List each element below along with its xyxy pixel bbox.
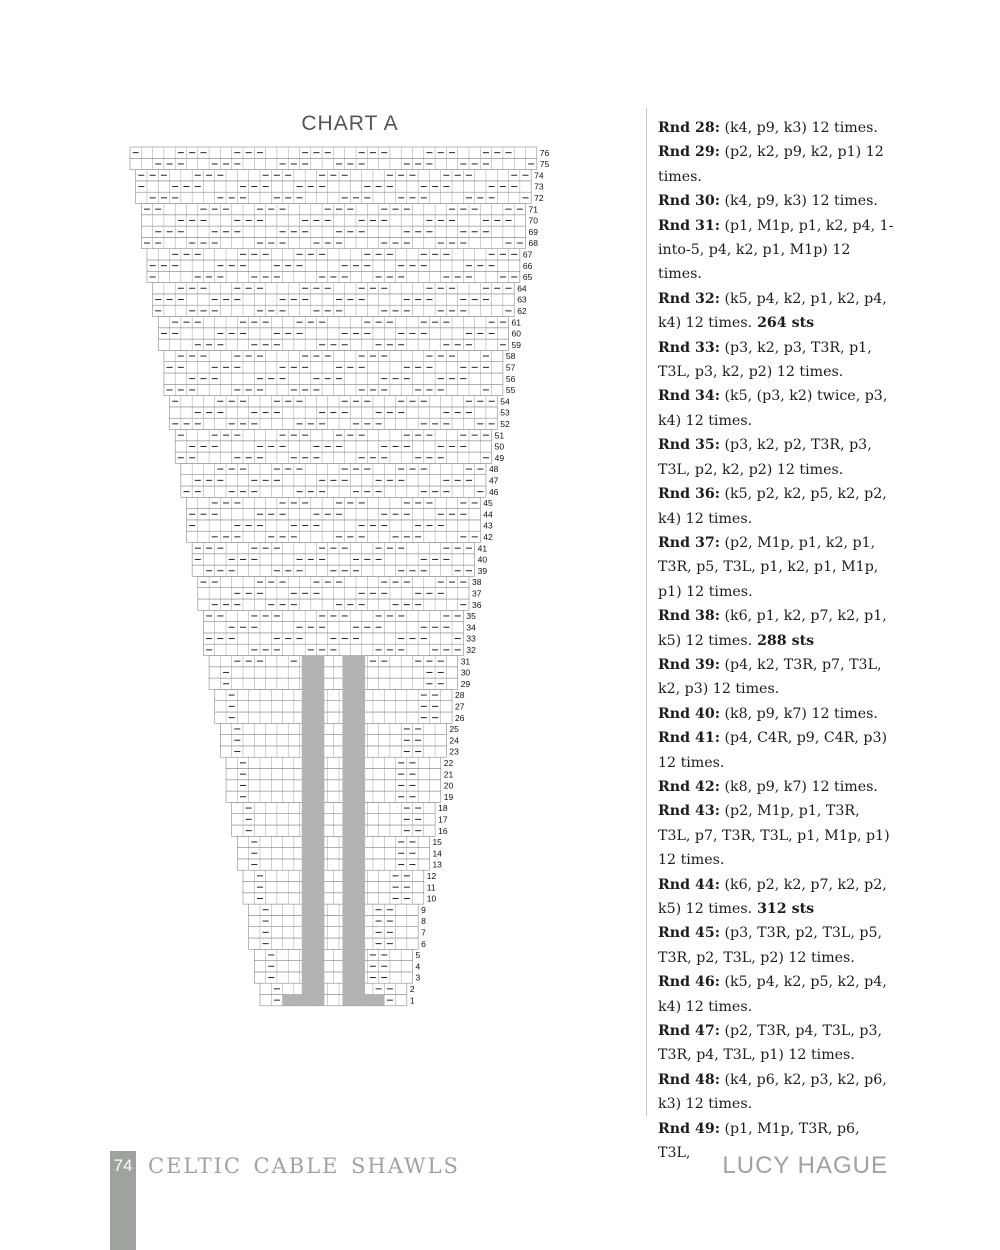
round-instruction bbox=[658, 531, 894, 604]
round-number: 6 bbox=[421, 938, 426, 949]
round-instruction bbox=[658, 970, 894, 1019]
round-number: 62 bbox=[517, 306, 527, 316]
round-number: 26 bbox=[455, 712, 465, 723]
round-text: (k4, p9, k3) 12 times. bbox=[719, 193, 878, 210]
round-label: Rnd 44: bbox=[658, 876, 720, 893]
round-label: Rnd 45: bbox=[658, 925, 720, 942]
page-number: 74 bbox=[113, 1156, 133, 1175]
round-number: 16 bbox=[438, 825, 448, 836]
chart-row bbox=[158, 317, 508, 328]
round-number: 52 bbox=[500, 419, 510, 429]
chart-row bbox=[215, 689, 452, 700]
round-number: 27 bbox=[455, 701, 465, 712]
round-label: Rnd 47: bbox=[658, 1023, 720, 1040]
round-label: Rnd 38: bbox=[658, 608, 720, 625]
round-instruction bbox=[658, 799, 894, 872]
round-instruction bbox=[658, 873, 894, 922]
chart-row bbox=[147, 260, 520, 271]
round-number: 61 bbox=[511, 317, 522, 328]
round-text: (p1, M1p, T3R, p6, T3L, bbox=[658, 1120, 860, 1162]
author-name: LUCY HAGUE bbox=[722, 1152, 888, 1179]
chart-row bbox=[226, 769, 441, 780]
round-number: 59 bbox=[511, 339, 522, 350]
round-instruction bbox=[658, 921, 894, 970]
round-number: 34 bbox=[466, 622, 476, 633]
round-label: Rnd 35: bbox=[658, 437, 720, 454]
round-number: 41 bbox=[477, 543, 488, 554]
round-instruction bbox=[658, 702, 894, 726]
round-number: 44 bbox=[483, 509, 493, 520]
chart-row bbox=[215, 712, 452, 723]
round-number: 32 bbox=[466, 645, 476, 655]
round-number: 60 bbox=[511, 328, 522, 339]
round-label: Rnd 43: bbox=[658, 803, 720, 820]
round-number: 7 bbox=[421, 927, 426, 938]
round-number: 13 bbox=[432, 859, 442, 870]
round-number: 30 bbox=[460, 667, 471, 678]
round-number: 35 bbox=[466, 611, 476, 622]
round-instruction bbox=[658, 287, 894, 336]
stitch-count: 264 sts bbox=[752, 315, 815, 332]
round-number: 36 bbox=[472, 599, 482, 610]
round-instruction bbox=[658, 726, 894, 775]
round-instruction bbox=[658, 653, 894, 702]
round-instruction bbox=[658, 189, 894, 213]
round-number: 28 bbox=[455, 690, 465, 701]
round-number: 22 bbox=[443, 758, 454, 768]
round-number: 63 bbox=[517, 294, 527, 305]
round-instruction bbox=[658, 140, 894, 189]
chart-row bbox=[158, 328, 508, 339]
round-label: Rnd 39: bbox=[658, 656, 720, 673]
chart-row bbox=[260, 983, 407, 994]
round-number: 11 bbox=[426, 882, 436, 893]
round-number: 25 bbox=[449, 724, 459, 735]
stitch-count: 312 sts bbox=[752, 901, 815, 917]
round-number: 66 bbox=[522, 260, 533, 271]
no-stitch-column bbox=[302, 656, 325, 1006]
round-instruction bbox=[658, 116, 894, 140]
round-number: 53 bbox=[500, 407, 510, 418]
round-label: Rnd 28: bbox=[658, 120, 720, 136]
round-label: Rnd 46: bbox=[658, 974, 720, 991]
no-stitch-cell bbox=[362, 995, 385, 1006]
no-stitch-column bbox=[342, 656, 365, 1006]
round-instruction bbox=[658, 214, 894, 287]
round-text: (p1, M1p, p1, k2, p4, 1-into-5, p4, k2, p1, M1p) 12 times. bbox=[658, 217, 894, 283]
round-instruction bbox=[658, 775, 894, 799]
round-text: (k6, p1, k2, p7, k2, p1, k5) 12 times. bbox=[658, 608, 887, 649]
round-text: (p2, T3R, p4, T3L, p3, T3R, p4, T3L, p1) 12 times. bbox=[658, 1023, 882, 1064]
chart-row bbox=[226, 780, 441, 791]
round-number: 24 bbox=[449, 735, 459, 746]
round-number: 51 bbox=[494, 430, 505, 441]
round-instruction bbox=[658, 1068, 894, 1117]
round-number: 23 bbox=[449, 746, 459, 757]
round-number: 58 bbox=[505, 351, 516, 362]
round-number: 31 bbox=[460, 656, 471, 667]
round-text: (p2, k2, p9, k2, p1) 12 times. bbox=[658, 144, 884, 185]
round-number: 2 bbox=[409, 984, 415, 994]
round-number: 33 bbox=[466, 633, 476, 644]
round-number: 40 bbox=[477, 554, 488, 565]
round-text: (k5, (p3, k2) twice, p3, k4) 12 times. bbox=[658, 388, 888, 429]
round-number: 10 bbox=[426, 893, 437, 904]
round-text: (k5, p2, k2, p5, k2, p2, k4) 12 times. bbox=[658, 486, 887, 527]
round-number: 68 bbox=[528, 238, 538, 249]
round-number: 73 bbox=[534, 181, 544, 192]
round-number: 38 bbox=[472, 577, 482, 588]
round-number: 50 bbox=[494, 441, 505, 452]
round-number: 21 bbox=[443, 769, 454, 780]
round-number: 45 bbox=[483, 498, 493, 509]
round-label: Rnd 48: bbox=[658, 1071, 720, 1088]
round-number: 8 bbox=[421, 916, 426, 927]
round-number: 1 bbox=[409, 995, 415, 1006]
round-label: Rnd 30: bbox=[658, 193, 720, 210]
round-number: 18 bbox=[438, 803, 448, 814]
round-number: 54 bbox=[500, 396, 510, 407]
round-number: 43 bbox=[483, 520, 493, 531]
round-number: 46 bbox=[488, 486, 499, 497]
round-number: 57 bbox=[505, 362, 516, 373]
round-number: 42 bbox=[483, 532, 493, 542]
round-number: 5 bbox=[415, 950, 421, 961]
round-text: (p4, C4R, p9, C4R, p3) 12 times. bbox=[658, 730, 888, 771]
round-text: (k8, p9, k7) 12 times. bbox=[719, 705, 878, 722]
round-number: 15 bbox=[432, 837, 442, 848]
round-number: 48 bbox=[488, 464, 499, 475]
round-text: (p4, k2, T3R, p7, T3L, k2, p3) 12 times. bbox=[658, 656, 882, 698]
round-label: Rnd 34: bbox=[658, 388, 720, 405]
round-text: (k5, p4, k2, p1, k2, p4, k4) 12 times. bbox=[658, 290, 887, 332]
round-instructions bbox=[658, 116, 894, 1165]
round-number: 29 bbox=[460, 678, 471, 689]
chart-row bbox=[226, 791, 441, 802]
chart-row bbox=[181, 463, 486, 474]
round-text: (k4, p6, k2, p3, k2, p6, k3) 12 times. bbox=[658, 1071, 887, 1113]
book-title: celtic cable shawls bbox=[148, 1146, 460, 1181]
round-number: 47 bbox=[488, 475, 499, 486]
round-instruction bbox=[658, 604, 894, 653]
chart-row bbox=[181, 486, 486, 497]
round-number: 72 bbox=[534, 193, 544, 203]
round-number: 69 bbox=[528, 226, 538, 237]
chart-a-grid bbox=[110, 142, 550, 1012]
round-text: (k5, p4, k2, p5, k2, p4, k4) 12 times. bbox=[658, 974, 887, 1015]
round-label: Rnd 37: bbox=[658, 534, 720, 551]
chart-row bbox=[147, 249, 520, 260]
round-number: 14 bbox=[432, 848, 442, 859]
round-number: 65 bbox=[522, 272, 533, 283]
round-label: Rnd 31: bbox=[658, 217, 720, 234]
round-number: 71 bbox=[528, 204, 538, 215]
round-instruction bbox=[658, 336, 894, 385]
chart-row bbox=[260, 995, 407, 1006]
round-number: 76 bbox=[539, 147, 550, 158]
round-label: Rnd 29: bbox=[658, 144, 720, 161]
round-number: 20 bbox=[443, 780, 454, 791]
round-number: 56 bbox=[505, 373, 516, 384]
round-number: 70 bbox=[528, 215, 538, 226]
round-text: (p2, M1p, p1, T3R, T3L, p7, T3R, T3L, p1, M1p, p1) 12 times. bbox=[658, 803, 890, 869]
round-instruction bbox=[658, 384, 894, 433]
round-instruction bbox=[658, 1019, 894, 1068]
chart-title: CHART A bbox=[301, 112, 399, 135]
round-number: 9 bbox=[421, 904, 426, 915]
round-text: (k4, p9, k3) 12 times. bbox=[719, 120, 878, 136]
round-text: (p2, M1p, p1, k2, p1, T3R, p5, T3L, p1, k2, p1, M1p, p1) 12 times. bbox=[658, 534, 879, 600]
round-label: Rnd 33: bbox=[658, 339, 720, 356]
round-number: 19 bbox=[443, 791, 454, 802]
round-label: Rnd 40: bbox=[658, 705, 720, 722]
round-number: 75 bbox=[539, 159, 550, 170]
round-number: 55 bbox=[505, 385, 516, 396]
round-label: Rnd 36: bbox=[658, 486, 720, 503]
round-instruction bbox=[658, 433, 894, 482]
round-label: Rnd 49: bbox=[658, 1120, 720, 1137]
round-label: Rnd 42: bbox=[658, 778, 720, 795]
round-text: (k6, p2, k2, p7, k2, p2, k5) 12 times. bbox=[658, 876, 887, 917]
round-number: 67 bbox=[522, 249, 533, 260]
round-text: (p3, T3R, p2, T3L, p5, T3R, p2, T3L, p2) 12 times. bbox=[658, 925, 882, 966]
chart-row bbox=[226, 757, 441, 768]
chart-row bbox=[215, 701, 452, 712]
round-number: 4 bbox=[415, 961, 421, 972]
round-text: (p3, k2, p2, T3R, p3, T3L, p2, k2, p2) 12 times. bbox=[658, 437, 872, 478]
column-divider bbox=[646, 108, 647, 1116]
round-number: 3 bbox=[415, 972, 421, 983]
round-label: Rnd 41: bbox=[658, 730, 720, 747]
round-number: 64 bbox=[517, 283, 527, 294]
round-number: 39 bbox=[477, 565, 488, 576]
round-number: 37 bbox=[472, 588, 482, 599]
round-number: 17 bbox=[438, 814, 448, 825]
round-number: 49 bbox=[494, 452, 505, 463]
round-number: 74 bbox=[534, 170, 544, 181]
no-stitch-cell bbox=[283, 995, 306, 1006]
round-number: 12 bbox=[426, 871, 437, 881]
stitch-count: 288 sts bbox=[752, 632, 815, 649]
round-text: (k8, p9, k7) 12 times. bbox=[719, 778, 878, 795]
round-label: Rnd 32: bbox=[658, 290, 720, 307]
round-text: (p3, k2, p3, T3R, p1, T3L, p3, k2, p2) 12 times. bbox=[658, 339, 872, 381]
round-instruction bbox=[658, 482, 894, 531]
